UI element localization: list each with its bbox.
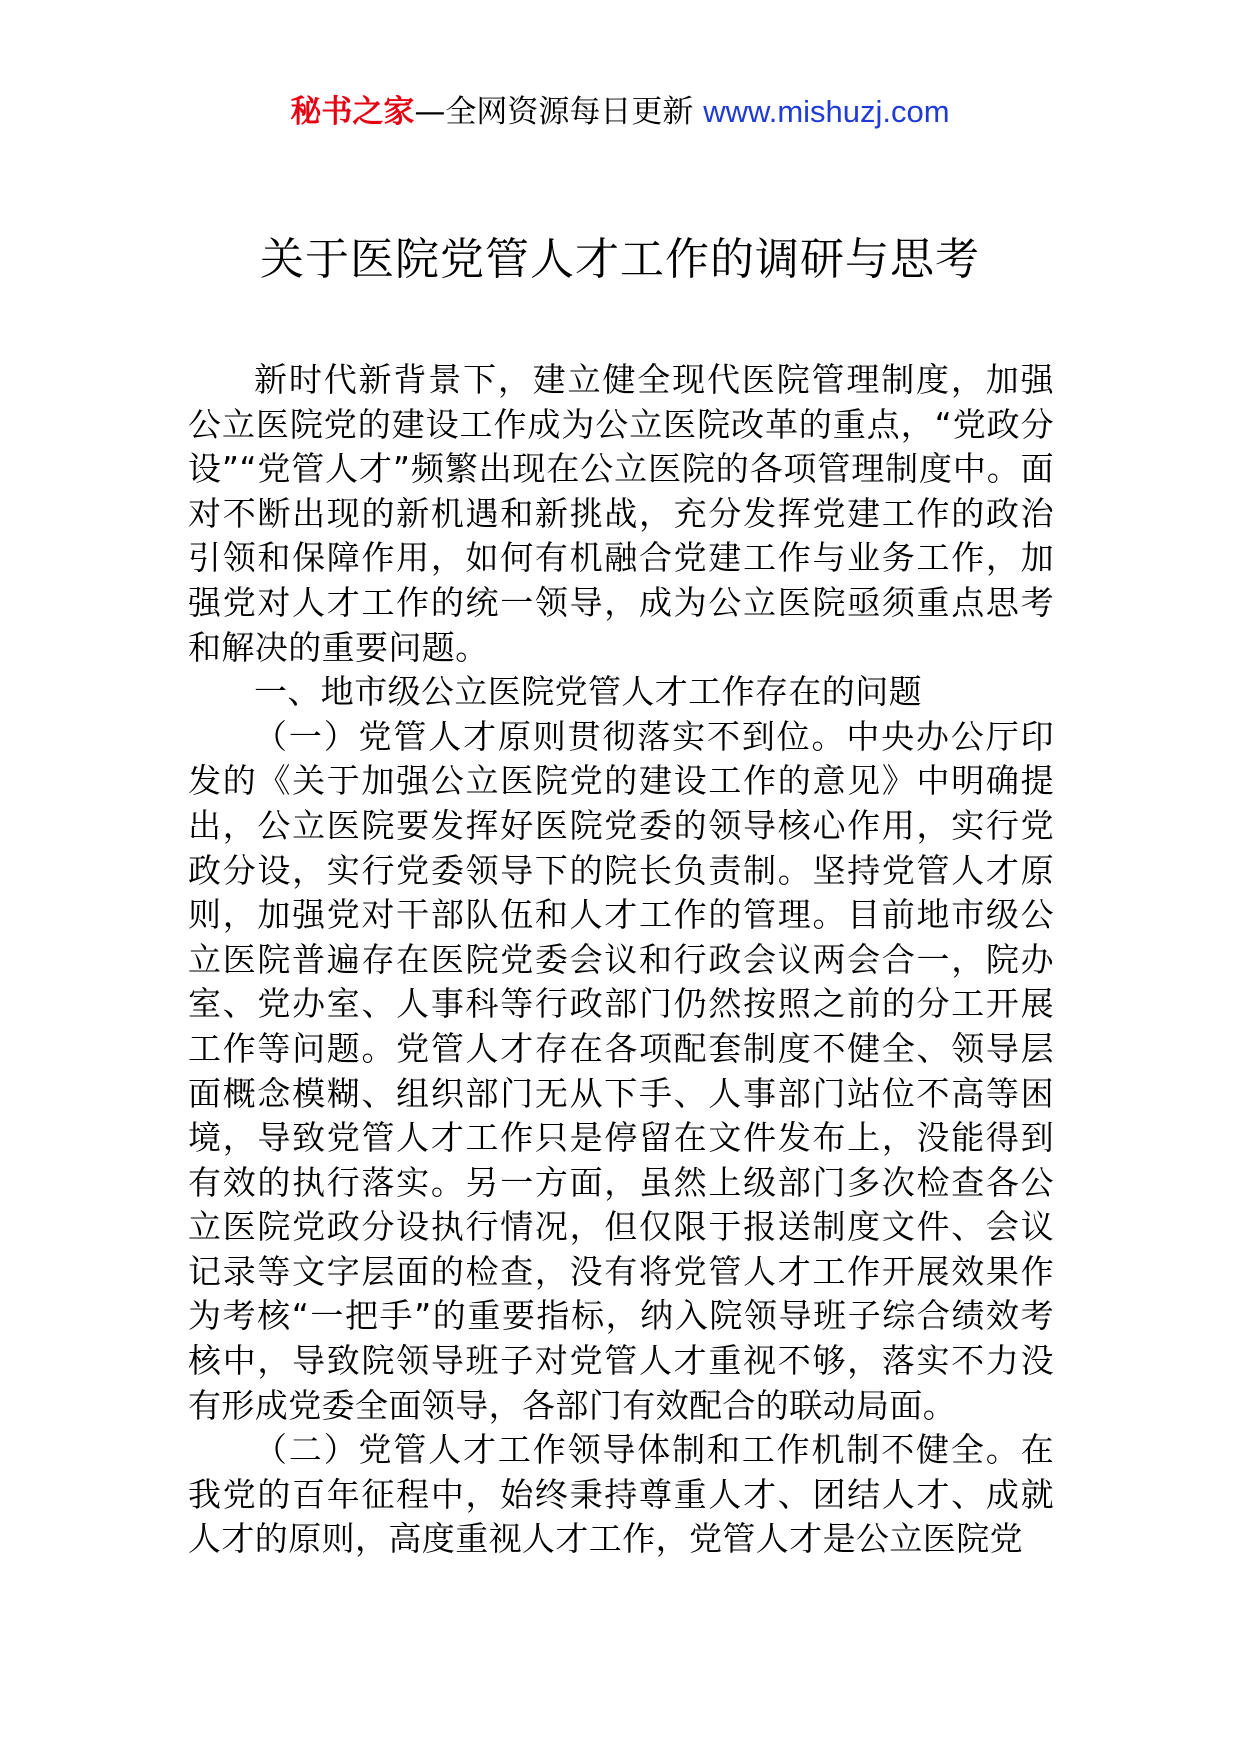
paragraph-subsection-1: （一）党管人才原则贯彻落实不到位。中央办公厅印发的《关于加强公立医院党的建设工作的意见》中明确提出，公立医院要发挥好医院党委的领导核心作用，实行党政分设，实行党委领导下的院长负责制。坚持党管人才原则，加强党对干部队伍和人才工作的管理。目前地市级公立医院普遍存在医院党委会议和行政会议两会合一，院办室、党办室、人事科等行政部门仍然按照之前的分工开展工作等问题。党管人才存在各项配套制度不健全、领导层面概念模糊、组织部门无从下手、人事部门站位不高等困境，导致党管人才工作只是停留在文件发布上，没能得到有效的执行落实。另一方面，虽然上级部门多次检查各公立医院党政分设执行情况，但仅限于报送制度文件、会议记录等文字层面的检查，没有将党管人才工作开展效果作为考核“一把手”的重要指标，纳入院领导班子综合绩效考核中，导致院领导班子对党管人才重视不够，落实不力没有形成党委全面领导，各部门有效配合的联动局面。 xyxy=(188,716,1054,1425)
site-tagline: —全网资源每日更新 xyxy=(414,94,704,130)
document-body xyxy=(188,358,1054,1562)
paragraph-subsection-2: （二）党管人才工作领导体制和工作机制不健全。在我党的百年征程中，始终秉持尊重人才、团结人才、成就人才的原则，高度重视人才工作，党管人才是公立医院党 xyxy=(188,1430,1054,1559)
site-url-link[interactable]: www.mishuzj.com xyxy=(703,94,950,129)
site-banner xyxy=(0,92,1240,132)
site-brand: 秘书之家 xyxy=(290,94,415,130)
paragraph-intro: 新时代新背景下，建立健全现代医院管理制度，加强公立医院党的建设工作成为公立医院改革的重点，“党政分设”“党管人才”频繁出现在公立医院的各项管理制度中。面对不断出现的新机遇和新挑战，充分发挥党建工作的政治引领和保障作用，如何有机融合党建工作与业务工作，加强党对人才工作的统一领导，成为公立医院亟须重点思考和解决的重要问题。 xyxy=(188,360,1054,667)
document-title: 关于医院党管人才工作的调研与思考 xyxy=(260,234,980,285)
section-heading: 一、地市级公立医院党管人才工作存在的问题 xyxy=(254,672,922,712)
